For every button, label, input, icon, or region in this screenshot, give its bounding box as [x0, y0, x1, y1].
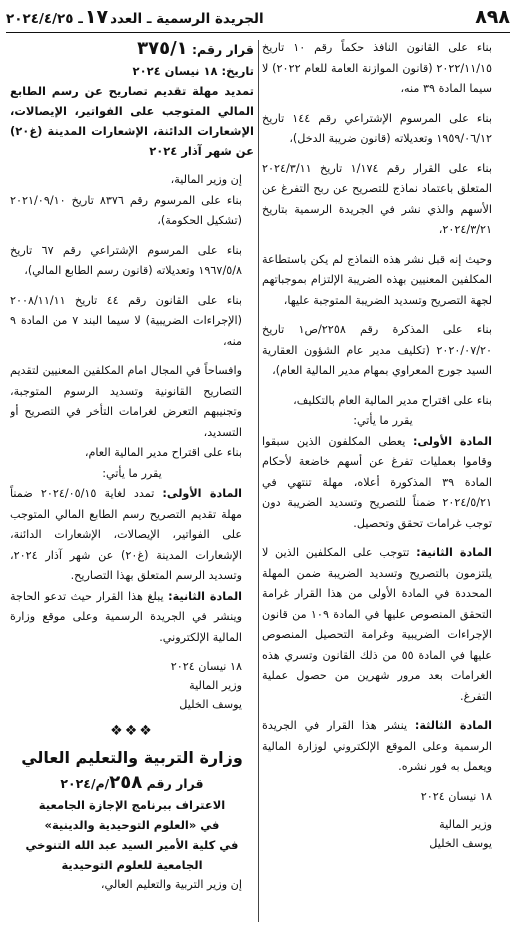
clause: إن وزير التربية والتعليم العالي، — [100, 878, 242, 891]
decision-title-2-line-3: في كلية الأمير السيد عبد الله التنوخي — [25, 838, 239, 852]
signature-block — [10, 657, 254, 714]
signature-title: وزير المالية — [439, 817, 492, 831]
signature-date: ١٨ نيسان ٢٠٢٤ — [420, 789, 492, 803]
signature-name: يوسف الخليل — [429, 836, 492, 850]
clause: بناء على القرار رقم ١/١٧٤ تاريخ ٢٠٢٤/٣/١١ المتعلق باعتماد نماذج للتصريح عن ربح التفرغ عن الأسهم والذي نشر في الجريدة الرسمية بتاريخ ٢٠٢٤/٣/٢١، — [262, 161, 492, 236]
signature-title: وزير المالية — [189, 679, 242, 692]
ministry-title: وزارة التربية والتعليم العالي — [21, 748, 243, 767]
clause: وحيث إنه قبل نشر هذه النماذج لم يكن باستطاعة المكلفين المعنيين بهذه الضريبة الإلتزام بموجباتهم لجهة التصريح وتسديد الضريبة المتوجبة عليها، — [262, 252, 492, 307]
decides-heading: يقرر ما يأتي: — [102, 466, 162, 480]
article-3: المادة الثالثة: ينشر هذا القرار في الجريدة الرسمية وعلى الموقع الإلكتروني لوزارة المالية ويعمل به فور نشره. — [262, 719, 492, 773]
article-1: المادة الأولى: تمدد لغاية ٢٠٢٤/٠٥/١٥ ضمناً مهلة تقديم التصريح رسم الطابع المالي المتوجب على الفواتير، الإيصالات، الإشعارات الدائنة، الإشعارات المدينة (غ٢٠) عن شهر آذار ٢٠٢٤، وتسديد الرسم المتعلق بهذا التصاريح. — [10, 487, 243, 582]
left-column — [10, 38, 254, 926]
decision-title-2-line-2: في «العلوم التوحيدية والدينية» — [44, 818, 220, 832]
article-2: المادة الثانية: يبلغ هذا القرار حيث تدعو الحاجة وينشر في الجريدة الرسمية وعلى موقع وزارة المالية الإلكتروني. — [10, 589, 242, 644]
clause: بناء على المرسوم الإشتراعي رقم ٦٧ تاريخ ١٩٦٧/٥/٨ وتعديلاته (قانون رسم الطابع المالي)، — [10, 243, 242, 277]
clause: بناء على القانون رقم ٤٤ تاريخ ٢٠٠٨/١١/١١ (الإجراءات الضريبية) لا سيما البند ٧ من المادة ٩ منه، — [10, 293, 243, 348]
page-header — [6, 4, 510, 30]
article-2: المادة الثانية: تتوجب على المكلفين الذين لا يلتزمون بالتصريح وتسديد الضريبة ضمن المهلة المحددة في المادة الأولى من هذا القرار غرامة التحقق المنصوص عليها في المادة ١٠٩ من قانون الإجراءات الضريبية وغرامة التحصيل المنصوص عليها في المادة ٥٥ من ذلك القانون وتسري هذه الغرامات بعد مرور شهرين من حصول عملية التفرغ. — [262, 546, 492, 703]
clause: بناء على القانون النافذ حكماً رقم ١٠ تاريخ ٢٠٢٢/١١/١٥ (قانون الموازنة العامة للعام ٢٠٢٢) لا سيما المادة ٣٩ منه، — [262, 41, 492, 95]
header-rule — [6, 32, 510, 33]
article-1: المادة الأولى: يعطى المكلفون الذين سبقوا وقاموا بعمليات تفرغ عن أسهم خاضعة لأحكام المادة ٣٩ المذكورة أعلاه، مهلة تنتهي في ٢٠٢٤/٥/٢١ ضمناً للتصريح وتسديد الضريبة دون توجب غرامات تحقق وتحصيل. — [262, 434, 492, 530]
clause: وافساحاً في المجال امام المكلفين المعنيين لتقديم التصاريح القانونية وتسديد الرسوم المتوجبة، وتجنيبهم التعرض لغرامات التأخر في التصريح أو التسديد، — [10, 364, 242, 439]
decision-number-2: قرار رقم ٢٥٨/م/٢٠٢٤ — [60, 772, 204, 793]
clause: بناء على المرسوم رقم ٨٣٧٦ تاريخ ٢٠٢١/٠٩/١٠ (تشكيل الحكومة)، — [10, 193, 242, 227]
decision-title-2-line-1: الاعتراف ببرنامج الإجازة الجامعية — [38, 798, 226, 812]
clause: بناء على المرسوم الإشتراعي رقم ١٤٤ تاريخ ١٩٥٩/٠٦/١٢ وتعديلاته (قانون ضريبة الدخل)، — [262, 111, 492, 145]
decision-number: قرار رقم: ٣٧٥/١ — [137, 38, 254, 59]
section-ornament: ❖❖❖ — [110, 723, 154, 739]
column-divider — [258, 40, 259, 922]
gazette-title: الجريدة الرسمية ـ العدد١٧ـ ٢٠٢٤/٤/٢٥ — [6, 6, 264, 28]
signature-date: ١٨ نيسان ٢٠٢٤ — [170, 660, 242, 673]
clause: بناء على المذكرة رقم ٢٢٥٨/ص١ تاريخ ٢٠٢٠/٠٧/٢٠ (تكليف مدير عام الشؤون العقارية السيد جورج المعراوي بمهام مدير المالية العام)، — [262, 323, 492, 377]
clause: بناء على اقتراح مدير المالية العام بالتكليف، — [293, 393, 492, 407]
right-column — [262, 38, 504, 926]
page-number: ٨٩٨ — [475, 6, 510, 28]
signature-block — [262, 787, 504, 853]
decision-title: تمديد مهلة تقديم تصاريح عن رسم الطابع المالي المتوجب على الفواتير، الإيصالات، الإشعارات الدائنة، الإشعارات المدينة (غ٢٠) عن شهر آذار ٢٠٢٤ — [10, 84, 254, 158]
decision-date: تاريخ: ١٨ نيسان ٢٠٢٤ — [132, 64, 254, 78]
decision-title-2-line-4: الجامعية للعلوم التوحيدية — [61, 858, 203, 872]
issue-number: ١٧ — [84, 6, 109, 28]
clause: بناء على اقتراح مدير المالية العام، — [84, 446, 242, 459]
signature-name: يوسف الخليل — [179, 698, 242, 711]
decides-heading: يقرر ما يأتي: — [353, 414, 413, 427]
clause: إن وزير المالية، — [170, 173, 242, 186]
